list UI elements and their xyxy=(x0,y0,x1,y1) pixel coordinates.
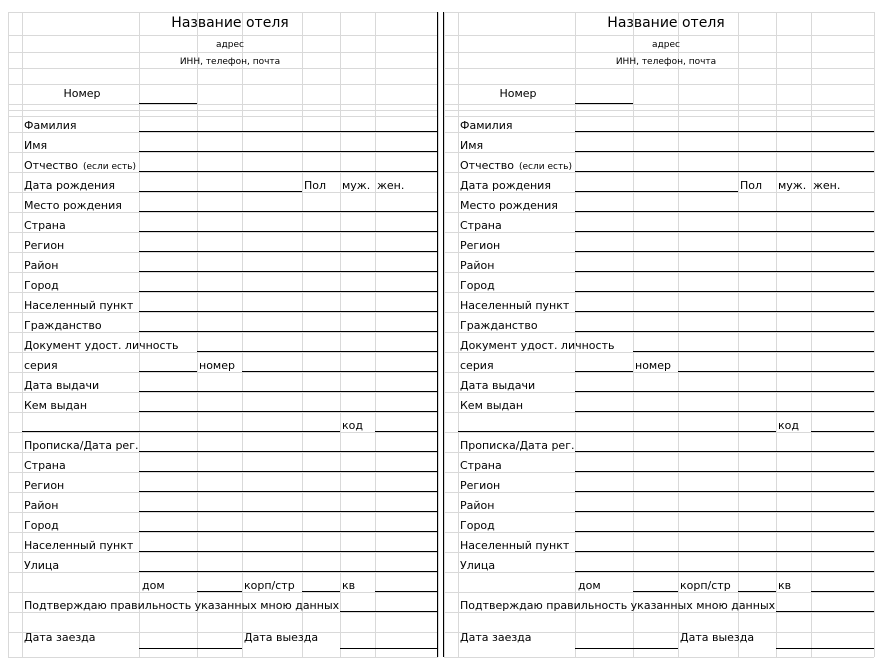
entry-line xyxy=(811,431,874,432)
entry-line xyxy=(575,151,874,152)
entry-line xyxy=(302,591,340,592)
grid-line xyxy=(8,12,9,657)
grid-line xyxy=(8,104,438,105)
region-label: Регион xyxy=(24,239,65,252)
entry-line xyxy=(139,151,438,152)
entry-line xyxy=(375,431,438,432)
grid-line xyxy=(444,432,874,433)
registration-label: Прописка/Дата рег. xyxy=(460,439,575,452)
entry-line xyxy=(139,231,438,232)
series-label: серия xyxy=(24,359,58,372)
patronymic-label: Отчество xyxy=(460,159,515,172)
grid-line xyxy=(444,68,874,69)
grid-line xyxy=(8,292,438,293)
hotel-contacts: ИНН, телефон, почта xyxy=(615,57,717,67)
grid-line xyxy=(444,532,874,533)
entry-line xyxy=(139,311,438,312)
patronymic-label: Отчество xyxy=(24,159,79,172)
grid-line xyxy=(22,12,23,657)
grid-line xyxy=(444,152,874,153)
form-divider xyxy=(437,12,438,657)
grid-line xyxy=(458,12,459,657)
grid-line xyxy=(8,110,438,111)
grid-line xyxy=(8,68,438,69)
entry-line xyxy=(738,591,776,592)
entry-line xyxy=(678,371,874,372)
city-label: Город xyxy=(24,279,59,292)
entry-line xyxy=(575,411,874,412)
region-label: Регион xyxy=(460,239,501,252)
grid-line xyxy=(444,492,874,493)
grid-line xyxy=(8,252,438,253)
citizenship-label: Гражданство xyxy=(460,319,538,332)
street-label: Улица xyxy=(24,559,60,572)
name-label: Имя xyxy=(24,139,48,152)
entry-line xyxy=(776,611,874,612)
sex-female-option: жен. xyxy=(377,179,405,192)
grid-line xyxy=(444,252,874,253)
reg-region-label: Регион xyxy=(460,479,501,492)
entry-line xyxy=(197,351,438,352)
birth-date-label: Дата рождения xyxy=(24,179,115,192)
grid-line xyxy=(8,432,438,433)
building-label: корп/стр xyxy=(244,579,295,592)
entry-line xyxy=(340,648,438,649)
grid-line xyxy=(444,572,874,573)
series-label: серия xyxy=(460,359,494,372)
entry-line xyxy=(139,251,438,252)
registration-form-left xyxy=(8,12,438,657)
entry-line xyxy=(575,471,874,472)
sex-label: Пол xyxy=(740,179,763,192)
sex-male-option: муж. xyxy=(342,179,371,192)
entry-line xyxy=(575,211,874,212)
entry-line xyxy=(811,591,874,592)
arrival-label: Дата заезда xyxy=(24,631,96,644)
entry-line xyxy=(575,491,874,492)
room-label: Номер xyxy=(63,87,101,100)
entry-line xyxy=(139,391,438,392)
reg-region-label: Регион xyxy=(24,479,65,492)
locality-label: Населенный пункт xyxy=(460,299,570,312)
grid-line xyxy=(375,12,376,657)
registration-form-right xyxy=(444,12,874,657)
departure-label: Дата выезда xyxy=(680,631,755,644)
grid-line xyxy=(678,12,679,657)
entry-line xyxy=(633,591,678,592)
grid-line xyxy=(444,592,874,593)
grid-line xyxy=(444,12,445,657)
issued-by-label: Кем выдан xyxy=(24,399,88,412)
entry-line xyxy=(139,171,438,172)
entry-line xyxy=(139,131,438,132)
reg-locality-label: Населенный пункт xyxy=(24,539,134,552)
sex-label: Пол xyxy=(304,179,327,192)
entry-line xyxy=(575,531,874,532)
entry-line xyxy=(776,648,874,649)
sex-male-option: муж. xyxy=(778,179,807,192)
entry-line xyxy=(139,471,438,472)
grid-line xyxy=(8,152,438,153)
id-document-label: Документ удост. личность xyxy=(24,339,179,352)
hotel-address: адрес xyxy=(652,40,680,50)
grid-line xyxy=(302,12,303,657)
entry-line xyxy=(340,611,438,612)
entry-line xyxy=(575,291,874,292)
entry-line xyxy=(575,511,874,512)
entry-line xyxy=(139,211,438,212)
entry-line xyxy=(633,351,874,352)
district-label: Район xyxy=(460,259,495,272)
grid-line xyxy=(8,572,438,573)
birth-place-label: Место рождения xyxy=(460,199,558,212)
grid-line xyxy=(438,12,439,657)
confirm-label: Подтверждаю правильность указанных мною данных xyxy=(24,599,340,612)
grid-line xyxy=(874,12,875,657)
reg-city-label: Город xyxy=(460,519,495,532)
grid-line xyxy=(139,12,140,657)
entry-line xyxy=(375,591,438,592)
street-label: Улица xyxy=(460,559,496,572)
entry-line xyxy=(242,371,438,372)
grid-line xyxy=(8,492,438,493)
number-label: номер xyxy=(635,359,671,372)
departure-label: Дата выезда xyxy=(244,631,319,644)
citizenship-label: Гражданство xyxy=(24,319,102,332)
entry-line xyxy=(575,391,874,392)
patronymic-note: (если есть) xyxy=(519,162,573,172)
reg-locality-label: Населенный пункт xyxy=(460,539,570,552)
entry-line xyxy=(575,131,874,132)
entry-line xyxy=(575,551,874,552)
grid-line xyxy=(633,12,634,657)
grid-line xyxy=(738,12,739,657)
hotel-name: Название отеля xyxy=(607,15,725,31)
entry-line xyxy=(139,571,438,572)
reg-city-label: Город xyxy=(24,519,59,532)
grid-line xyxy=(444,292,874,293)
surname-label: Фамилия xyxy=(460,119,513,132)
house-label: дом xyxy=(578,579,601,592)
grid-line xyxy=(444,272,874,273)
entry-line xyxy=(575,331,874,332)
grid-line xyxy=(8,532,438,533)
entry-line xyxy=(139,291,438,292)
grid-line xyxy=(444,512,874,513)
entry-line xyxy=(139,648,242,649)
locality-label: Населенный пункт xyxy=(24,299,134,312)
confirm-label: Подтверждаю правильность указанных мною данных xyxy=(460,599,776,612)
code-label: код xyxy=(778,419,799,432)
surname-label: Фамилия xyxy=(24,119,77,132)
entry-line xyxy=(139,411,438,412)
hotel-contacts: ИНН, телефон, почта xyxy=(179,57,281,67)
room-label: Номер xyxy=(499,87,537,100)
entry-line xyxy=(22,431,340,432)
entry-line xyxy=(139,271,438,272)
grid-line xyxy=(444,110,874,111)
entry-line xyxy=(139,331,438,332)
grid-line xyxy=(776,12,777,657)
registration-label: Прописка/Дата рег. xyxy=(24,439,139,452)
reg-district-label: Район xyxy=(460,499,495,512)
entry-line xyxy=(575,311,874,312)
grid-line xyxy=(8,472,438,473)
entry-line xyxy=(575,251,874,252)
id-document-label: Документ удост. личность xyxy=(460,339,615,352)
hotel-address: адрес xyxy=(216,40,244,50)
entry-line xyxy=(458,431,776,432)
grid-line xyxy=(811,12,812,657)
entry-line xyxy=(139,191,302,192)
patronymic-note: (если есть) xyxy=(83,162,137,172)
sex-female-option: жен. xyxy=(813,179,841,192)
city-label: Город xyxy=(460,279,495,292)
number-label: номер xyxy=(199,359,235,372)
entry-line xyxy=(575,171,874,172)
entry-line xyxy=(575,451,874,452)
entry-line xyxy=(575,648,678,649)
grid-line xyxy=(8,592,438,593)
grid-line xyxy=(8,272,438,273)
birth-place-label: Место рождения xyxy=(24,199,122,212)
name-label: Имя xyxy=(460,139,484,152)
entry-line xyxy=(139,531,438,532)
building-label: корп/стр xyxy=(680,579,731,592)
reg-country-label: Страна xyxy=(24,459,66,472)
entry-line xyxy=(575,191,738,192)
entry-line xyxy=(575,571,874,572)
reg-country-label: Страна xyxy=(460,459,502,472)
entry-line xyxy=(575,371,633,372)
entry-line xyxy=(197,591,242,592)
country-label: Страна xyxy=(24,219,66,232)
grid-line xyxy=(444,232,874,233)
apartment-label: кв xyxy=(342,579,356,592)
grid-line xyxy=(575,12,576,657)
reg-district-label: Район xyxy=(24,499,59,512)
entry-line xyxy=(139,451,438,452)
grid-line xyxy=(444,472,874,473)
house-label: дом xyxy=(142,579,165,592)
grid-line xyxy=(8,512,438,513)
entry-line xyxy=(575,103,633,104)
entry-line xyxy=(139,551,438,552)
district-label: Район xyxy=(24,259,59,272)
entry-line xyxy=(139,511,438,512)
grid-line xyxy=(8,232,438,233)
grid-line xyxy=(444,104,874,105)
birth-date-label: Дата рождения xyxy=(460,179,551,192)
apartment-label: кв xyxy=(778,579,792,592)
entry-line xyxy=(575,231,874,232)
hotel-name: Название отеля xyxy=(171,15,289,31)
arrival-label: Дата заезда xyxy=(460,631,532,644)
code-label: код xyxy=(342,419,363,432)
issue-date-label: Дата выдачи xyxy=(460,379,536,392)
entry-line xyxy=(139,103,197,104)
grid-line xyxy=(340,12,341,657)
entry-line xyxy=(575,271,874,272)
entry-line xyxy=(139,371,197,372)
issued-by-label: Кем выдан xyxy=(460,399,524,412)
country-label: Страна xyxy=(460,219,502,232)
grid-line xyxy=(242,12,243,657)
issue-date-label: Дата выдачи xyxy=(24,379,100,392)
entry-line xyxy=(139,491,438,492)
grid-line xyxy=(197,12,198,657)
